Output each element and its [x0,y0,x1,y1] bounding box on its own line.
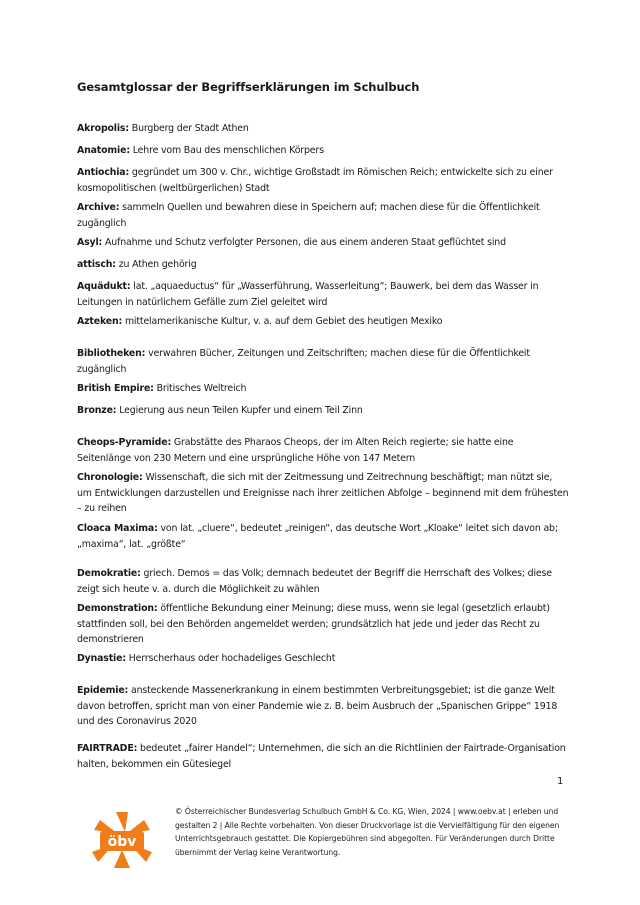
footer-copyright: © Österreichischer Bundesverlag Schulbuch GmbH & Co. KG, Wien, 2024 | www.oebv.at | erleben und gestalten 2 | Alle Rechte vorbehalten. Von dieser Druckvorlage ist die Vervielfältigung für den eigenen Unterrichtsgebrauch gestattet. Die Kopiergebühren sind abgegolten. Für Veränderungen durch Dritte übernimmt der Verlag keine Verantwortung. [175,807,560,857]
glossary-entry [77,143,569,159]
glossary-definition: Legierung aus neun Teilen Kupfer und einem Teil Zinn [116,405,363,416]
glossary-term: Dynastie: [77,653,126,664]
glossary-term: British Empire: [77,383,154,394]
glossary-entry [77,601,569,648]
glossary-entry [77,566,569,597]
glossary-definition: gegründet um 300 v. Chr., wichtige Großstadt im Römischen Reich; entwickelte sich zu einer kosmopolitischen (weltbürgerlichen) Stadt [77,167,553,194]
glossary-definition: Herrscherhaus oder hochadeliges Geschlecht [125,653,336,664]
glossary-definition: Wissenschaft, die sich mit der Zeitmessung und Zeitrechnung beschäftigt; man nützt sie, um Entwicklungen darzustellen und Ereignisse nach ihrer zeitlichen Abfolge – beginnend mit dem frühesten – zu reihen [77,472,569,515]
glossary-term: Cloaca Maxima: [77,523,158,534]
glossary-definition: ansteckende Massenerkrankung in einem bestimmten Verbreitungsgebiet; ist die ganze Welt davon betroffen, spricht man von einer Pandemie wie z. B. beim Ausbruch der „Spanischen Grippe“ 1918 und des Coronavirus 2020 [77,685,558,728]
glossary-entry [77,257,569,273]
glossary-definition: griech. Demos = das Volk; demnach bedeutet der Begriff die Herrschaft des Volkes; diese zeigt sich heute v. a. durch die Möglichkeit zu wählen [77,568,552,595]
glossary-term: Cheops-Pyramide: [77,437,172,448]
glossary-term: FAIRTRADE: [77,743,138,754]
glossary-entry [77,165,569,196]
glossary-term: Azteken: [77,316,123,327]
glossary-entry [77,470,569,517]
glossary-definition: mittelamerikanische Kultur, v. a. auf dem Gebiet des heutigen Mexiko [122,316,443,327]
glossary-definition: Burgberg der Stadt Athen [128,123,249,134]
glossary-term: Chronologie: [77,472,143,483]
glossary-term: Aquädukt: [77,281,131,292]
glossary-entry [77,435,569,466]
glossary-term: Bronze: [77,405,117,416]
glossary-term: Antiochia: [77,167,130,178]
page-number: 1 [557,776,564,787]
glossary-definition: lat. „aquaeductus“ für „Wasserführung, Wasserleitung“; Bauwerk, bei dem das Wasser in Leitungen in natürlichem Gefälle zum Ziel geleitet wird [77,281,539,308]
glossary-entry [77,521,569,552]
glossary-term: Asyl: [77,237,103,248]
glossary-definition: von lat. „cluere“, bedeutet „reinigen“, das deutsche Wort „Kloake“ leitet sich davon ab; „maxima“, lat. „größte“ [77,523,558,550]
glossary-definition: Grabstätte des Pharaos Cheops, der im Alten Reich regierte; sie hatte eine Seitenlänge von 230 Metern und eine ursprüngliche Höhe von 147 Metern [77,437,514,464]
glossary-entry [77,235,569,251]
logo-text: öbv [107,834,137,850]
glossary-term: Akropolis: [77,123,129,134]
glossary-definition: verwahren Bücher, Zeitungen und Zeitschriften; machen diese für die Öffentlichkeit zugänglich [77,348,530,375]
glossary-entry [77,200,569,231]
glossary-term: Epidemie: [77,685,129,696]
glossary-entry [77,741,569,772]
glossary-entry [77,403,569,419]
glossary-term: Archive: [77,202,120,213]
glossary-term: Bibliotheken: [77,348,146,359]
glossary-definition: zu Athen gehörig [115,259,197,270]
glossary-entry [77,121,569,137]
glossary-term: Anatomie: [77,145,130,156]
glossary-entry [77,651,569,667]
glossary-entry [77,279,569,310]
glossary-entry [77,314,569,330]
glossary-definition: Britisches Weltreich [153,383,247,394]
glossary-entry [77,683,569,730]
glossary-definition: Lehre vom Bau des menschlichen Körpers [129,145,324,156]
glossary-entry [77,381,569,397]
glossary-term: Demokratie: [77,568,141,579]
glossary-term: attisch: [77,259,116,270]
glossary-definition: bedeutet „fairer Handel“; Unternehmen, die sich an die Richtlinien der Fairtrade-Organisation halten, bekommen ein Gütesiegel [77,743,566,770]
glossary-term: Demonstration: [77,603,158,614]
page-title: Gesamtglossar der Begriffserklärungen im Schulbuch [77,80,420,94]
glossary-entry [77,346,569,377]
glossary-definition: sammeln Quellen und bewahren diese in Speichern auf; machen diese für die Öffentlichkeit zugänglich [77,202,540,229]
glossary-definition: öffentliche Bekundung einer Meinung; diese muss, wenn sie legal (gesetzlich erlaubt) stattfinden soll, bei den Behörden angemeldet werden; grundsätzlich hat jede und jeder das Recht zu demonstrieren [77,603,550,646]
glossary-definition: Aufnahme und Schutz verfolgter Personen, die aus einem anderen Staat geflüchtet sind [102,237,506,248]
oebv-logo-icon [92,810,152,870]
